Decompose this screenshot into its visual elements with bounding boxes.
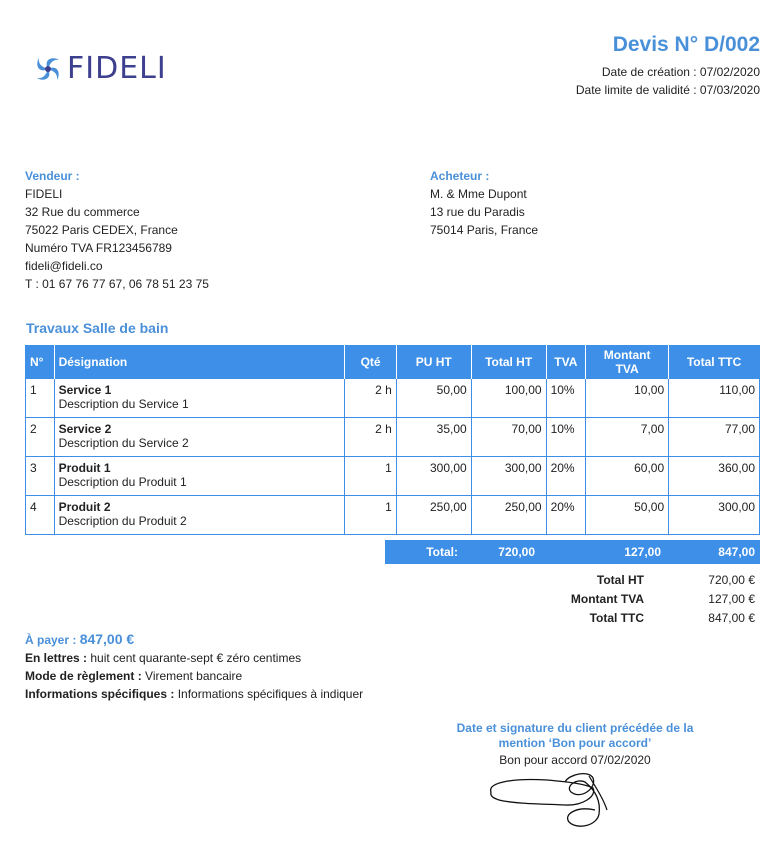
seller-block [25,167,209,293]
col-header-number: N° [26,345,55,379]
col-header-qty: Qté [345,345,396,379]
payment-mode-value: Virement bancaire [145,669,243,683]
amount-due-label: À payer : [25,633,80,647]
payment-mode-label: Mode de règlement : [25,669,146,683]
row-montant-tva: 7,00 [586,418,669,457]
item-description: Description du Service 1 [58,397,189,411]
item-name: Produit 2 [58,500,111,514]
row-total-ttc: 110,00 [669,379,760,418]
seller-email: fideli@fideli.co [25,259,103,273]
row-designation [54,496,345,535]
summary-ttc-label: Total TTC [589,611,644,625]
row-qty: 1 [345,496,396,535]
row-montant-tva: 60,00 [586,457,669,496]
seller-street: 32 Rue du commerce [25,205,140,219]
row-total-ht: 300,00 [471,457,546,496]
signature-heading-line1: Date et signature du client précédée de la [456,721,694,735]
section-title: Travaux Salle de bain [26,320,169,336]
company-logo [33,52,168,86]
col-header-montant-tva [586,345,669,379]
seller-vat: Numéro TVA FR123456789 [25,241,172,255]
amount-due-value: 847,00 € [79,631,135,647]
table-header-row [26,345,760,379]
row-pu-ht: 250,00 [396,496,471,535]
item-name: Service 2 [58,422,112,436]
row-qty: 2 h [345,379,396,418]
specific-info-line [25,685,363,703]
signature-text: Bon pour accord 07/02/2020 [499,753,651,767]
item-description: Description du Produit 2 [58,514,187,528]
summary-tva-label: Montant TVA [570,592,644,606]
logo-wordmark: FIDELI [67,51,167,86]
summary-total-ht-value: 720,00 € [708,573,755,587]
row-designation [54,379,345,418]
table-row [26,379,760,418]
items-table [25,345,760,535]
totals-total-ht: 720,00 [498,545,535,559]
col-header-total-ht: Total HT [471,345,546,379]
row-pu-ht: 50,00 [396,379,471,418]
row-total-ht: 100,00 [471,379,546,418]
col-header-montant-tva-line1: Montant [603,347,651,362]
col-header-tva: TVA [546,345,586,379]
row-montant-tva: 50,00 [586,496,669,535]
payment-block [25,630,363,703]
col-header-pu-ht: PU HT [396,345,471,379]
buyer-block [430,167,538,239]
table-totals-bar [385,540,760,564]
table-row [26,418,760,457]
row-qty: 1 [345,457,396,496]
totals-total-ttc: 847,00 [718,545,755,559]
totals-label: Total: [426,545,458,559]
row-tva: 20% [546,457,586,496]
handwritten-signature [485,770,620,835]
item-name: Service 1 [58,383,112,397]
row-total-ttc: 300,00 [669,496,760,535]
row-designation [54,418,345,457]
item-description: Description du Produit 1 [58,475,187,489]
specific-info-value: Informations spécifiques à indiquer [177,687,364,701]
document-title: Devis N° D/002 [612,33,760,56]
row-number: 2 [26,418,55,457]
row-number: 1 [26,379,55,418]
amount-letters-line [25,649,363,667]
payment-mode-line [25,667,363,685]
row-montant-tva: 10,00 [586,379,669,418]
row-total-ht: 70,00 [471,418,546,457]
row-tva: 20% [546,496,586,535]
seller-name: FIDELI [25,187,63,201]
specific-info-label: Informations spécifiques : [25,687,178,701]
table-row [26,496,760,535]
row-qty: 2 h [345,418,396,457]
row-pu-ht: 35,00 [396,418,471,457]
table-row [26,457,760,496]
fideli-logo-icon [33,54,63,84]
amount-due-line [25,630,363,649]
validity-date: Date limite de validité : 07/03/2020 [575,83,760,97]
item-description: Description du Service 2 [58,436,189,450]
creation-date: Date de création : 07/02/2020 [601,65,760,79]
row-total-ttc: 77,00 [669,418,760,457]
col-header-designation: Désignation [54,345,345,379]
buyer-label: Acheteur : [430,169,490,183]
buyer-name: M. & Mme Dupont [430,187,527,201]
row-total-ht: 250,00 [471,496,546,535]
col-header-total-ttc: Total TTC [669,345,760,379]
summary-total-ht-label: Total HT [596,573,644,587]
signature-heading-line2: mention ‘Bon pour accord’ [498,736,652,750]
row-total-ttc: 360,00 [669,457,760,496]
seller-phone: T : 01 67 76 77 67, 06 78 51 23 75 [25,277,209,291]
row-designation [54,457,345,496]
row-tva: 10% [546,379,586,418]
amount-letters-label: En lettres : [25,651,91,665]
buyer-city: 75014 Paris, France [430,223,539,237]
row-tva: 10% [546,418,586,457]
summary-tva-value: 127,00 € [708,592,755,606]
seller-label: Vendeur : [25,169,80,183]
item-name: Produit 1 [58,461,111,475]
summary-ttc-value: 847,00 € [708,611,755,625]
col-header-montant-tva-line2: TVA [615,361,639,376]
row-pu-ht: 300,00 [396,457,471,496]
buyer-street: 13 rue du Paradis [430,205,525,219]
seller-city: 75022 Paris CEDEX, France [25,223,178,237]
totals-montant-tva: 127,00 [624,545,661,559]
signature-block [430,721,720,767]
row-number: 4 [26,496,55,535]
row-number: 3 [26,457,55,496]
amount-letters-value: huit cent quarante-sept € zéro centimes [90,651,302,665]
